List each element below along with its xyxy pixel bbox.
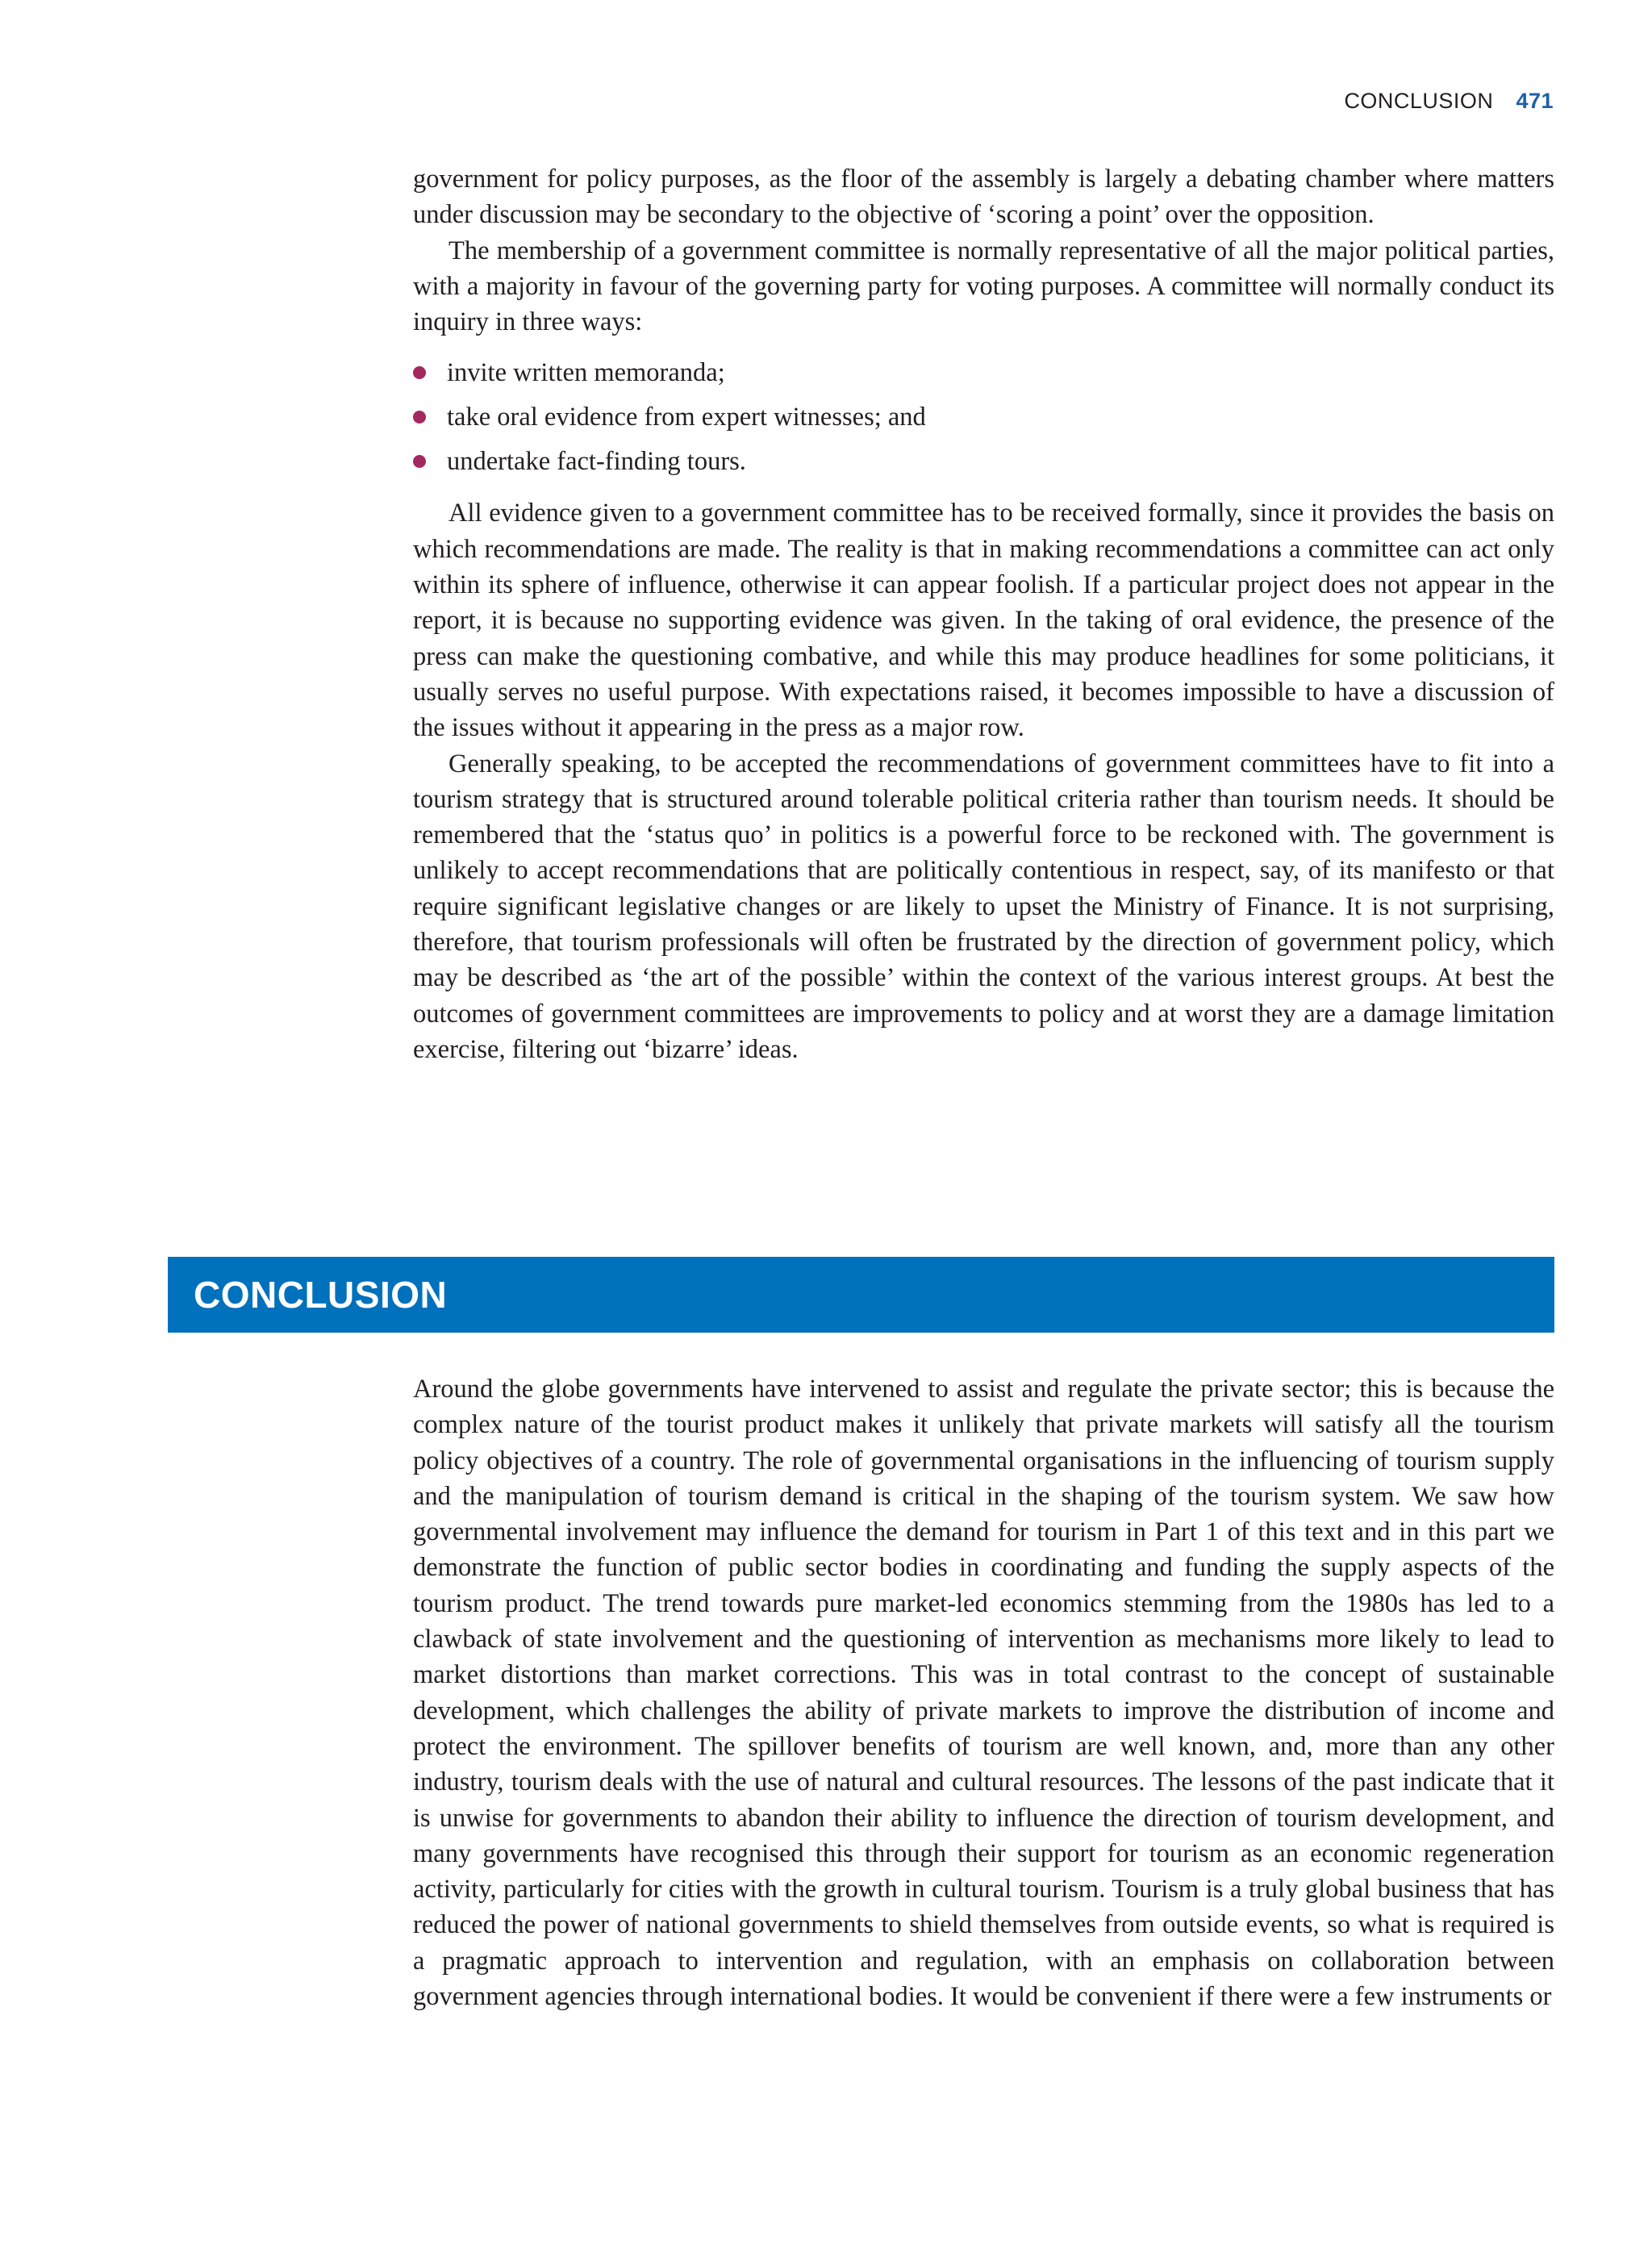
bullet-item	[413, 351, 1554, 395]
bullet-dot-icon	[413, 366, 426, 379]
paragraph-conclusion: Around the globe governments have intervened to assist and regulate the private sector; this is because the complex nature of the tourist product makes it unlikely that private markets will satisfy all the tourism policy objectives of a country. The role of governmental organisations in the influencing of tourism supply and the manipulation of tourism demand is critical in the shaping of the tourism system. We saw how governmental involvement may influence the demand for tourism in Part 1 of this text and in this part we demonstrate the function of public sector bodies in coordinating and funding the supply aspects of the tourism product. The trend towards pure market-led economics stemming from the 1980s has led to a clawback of state involvement and the questioning of intervention as mechanisms more likely to lead to market distortions than market corrections. This was in total contrast to the concept of sustainable development, which challenges the ability of private markets to improve the distribution of income and protect the environment. The spillover benefits of tourism are well known, and, more than any other industry, tourism deals with the use of natural and cultural resources. The lessons of the past indicate that it is unwise for governments to abandon their ability to influence the direction of tourism development, and many governments have recognised this through their support for tourism as an economic regeneration activity, particularly for cities with the growth in cultural tourism. Tourism is a truly global business that has reduced the power of national governments to shield themselves from outside events, so what is required is a pragmatic approach to intervention and regulation, with an emphasis on collaboration between government agencies through international bodies. It would be convenient if there were a few instruments or	[413, 1375, 1554, 2012]
bullet-dot-icon	[413, 455, 426, 468]
running-head	[1344, 89, 1554, 114]
section-heading-band	[168, 1257, 1554, 1333]
bullet-text: take oral evidence from expert witnesses; and	[447, 403, 926, 432]
section-heading: CONCLUSION	[194, 1274, 448, 1316]
paragraph-evidence: All evidence given to a government committee has to be received formally, since it provides the basis on which recommendations are made. The reality is that in making recommendations a committee can act only within its sphere of influence, otherwise it can appear foolish. If a particular project does not appear in the report, it is because no supporting evidence was given. In the taking of oral evidence, the presence of the press can make the questioning combative, and while this may produce headlines for some politicians, it usually serves no useful purpose. With expectations raised, it becomes impossible to have a discussion of the issues without it appearing in the press as a major row.	[413, 499, 1554, 743]
running-head-title: CONCLUSION	[1344, 89, 1494, 113]
paragraph-recommendations: Generally speaking, to be accepted the recommendations of government committees have to fit into a tourism strategy that is structured around tolerable political criteria rather than tourism needs. It should be remembered that the ‘status quo’ in politics is a powerful force to be reckoned with. The government is unlikely to accept recommendations that are politically contentious in respect, say, of its manifesto or that require significant legislative changes or are likely to upset the Ministry of Finance. It is not surprising, therefore, that tourism professionals will often be frustrated by the direction of government policy, which may be described as ‘the art of the possible’ within the context of the various interest groups. At best the outcomes of government committees are improvements to policy and at worst they are a damage limitation exercise, filtering out ‘bizarre’ ideas.	[413, 749, 1554, 1064]
bullet-item	[413, 440, 1554, 484]
page-number: 471	[1516, 89, 1554, 113]
bullet-dot-icon	[413, 411, 426, 424]
bullet-list	[413, 351, 1554, 484]
paragraph-committee-membership: The membership of a government committee is normally representative of all the major political parties, with a majority in favour of the governing party for voting purposes. A committee will normally conduct its inquiry in three ways:	[413, 236, 1554, 337]
paragraph-continued: government for policy purposes, as the floor of the assembly is largely a debating chamber where matters under discussion may be secondary to the objective of ‘scoring a point’ over the opposition.	[413, 165, 1554, 230]
bullet-text: undertake fact-finding tours.	[447, 447, 746, 477]
body-text-conclusion	[413, 1371, 1554, 2014]
bullet-item	[413, 395, 1554, 440]
body-text-top	[413, 161, 1554, 1067]
bullet-text: invite written memoranda;	[447, 358, 725, 388]
